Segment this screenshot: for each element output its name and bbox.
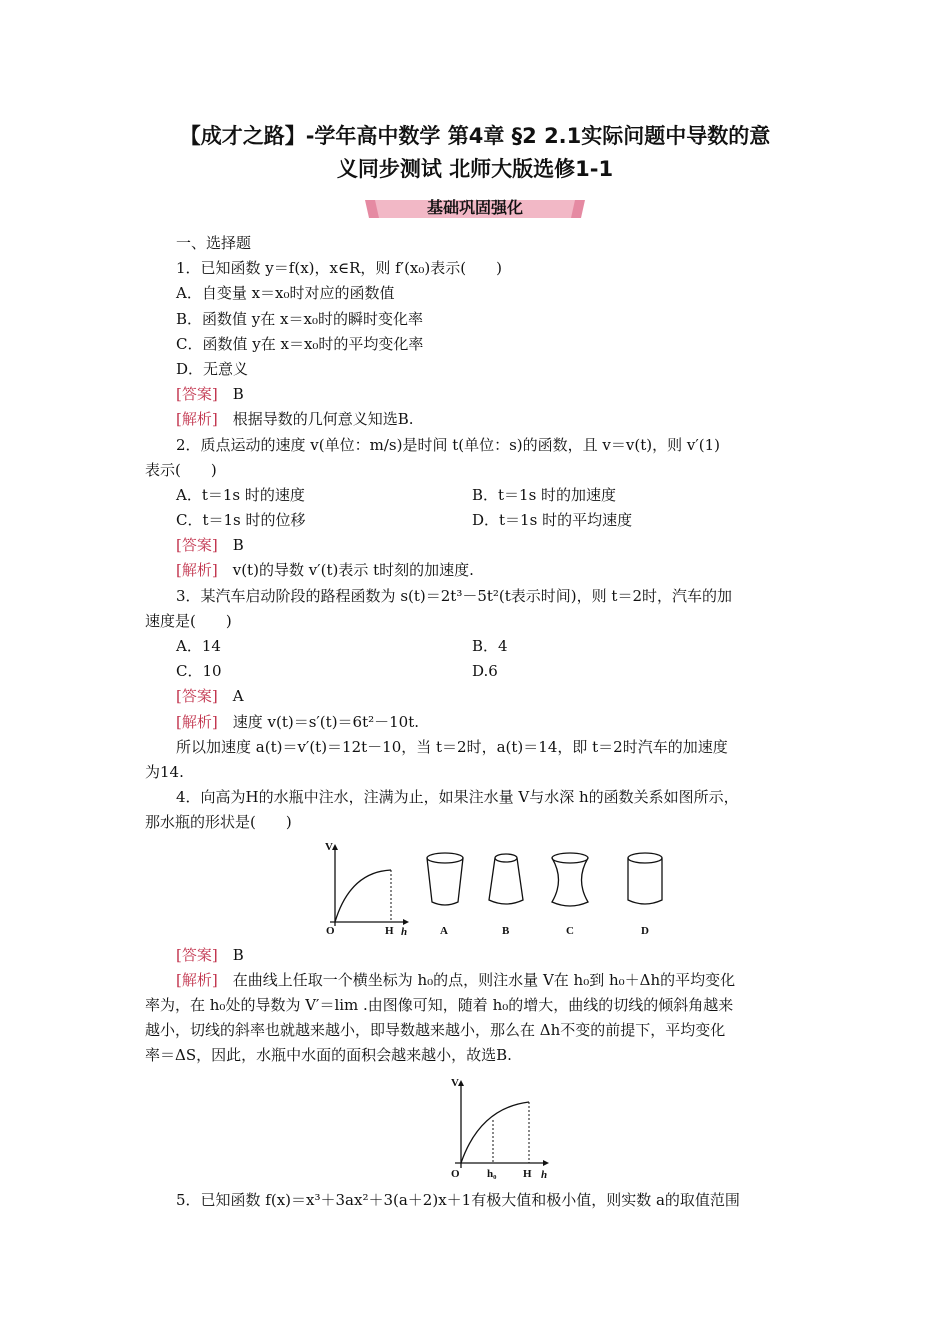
q4-stem-1: 4．向高为H的水瓶中注水，注满为止，如果注水量 V与水深 h的函数关系如图所示，	[176, 788, 739, 807]
graph-label-v: V	[325, 841, 333, 853]
q3-option-d: D.6	[472, 662, 498, 681]
q1-option-d: D．无意义	[176, 359, 249, 378]
q4-answer-value: B	[232, 945, 244, 964]
graph2-label-origin: O	[451, 1168, 460, 1181]
section-heading: 一、选择题	[176, 234, 252, 252]
q2-stem-2: 表示( )	[145, 460, 217, 479]
bottle-label-d: D	[641, 924, 649, 937]
graph-curve	[335, 870, 391, 922]
analysis-tag: [解析]	[176, 970, 218, 989]
q1-option-a: A．自变量 x＝x₀时对应的函数值	[176, 284, 395, 303]
graph2-label-h: h	[541, 1169, 548, 1182]
document-title	[120, 120, 830, 186]
graph2-label-h0: h₀	[487, 1168, 497, 1181]
graph2-label-v: V	[451, 1078, 459, 1090]
bottle-label-b: B	[502, 924, 510, 937]
bottle-label-c: C	[566, 924, 574, 937]
section-banner	[365, 196, 585, 222]
q4-analysis-text-1: 在曲线上任取一个横坐标为 h₀的点，则注水量 V在 h₀到 h₀＋Δh的平均变化	[232, 970, 736, 989]
q4-analysis-3: 越小，切线的斜率也就越来越小，即导数越来越小，那么在 Δh不变的前提下，平均变化	[145, 1021, 726, 1040]
bottle-d	[628, 853, 662, 904]
q4-analysis-4: 率＝ΔS，因此，水瓶中水面的面积会越来越小，故选B.	[145, 1046, 512, 1065]
q2-analysis	[145, 558, 810, 583]
graph2-label-h-mark: H	[523, 1168, 532, 1181]
q2-answer	[145, 533, 810, 558]
q2-stem-1: 2．质点运动的速度 v(单位：m/s)是时间 t(单位：s)的函数，且 v＝v(t)，则 v′(1)	[176, 435, 721, 454]
q1-analysis-text: 根据导数的几何意义知选B.	[232, 410, 414, 429]
q3-stem-1: 3．某汽车启动阶段的路程函数为 s(t)＝2t³－5t²(t表示时间)，则 t＝2时，汽车的加	[176, 586, 732, 605]
q4-analysis-2: 率为，在 h₀处的导数为 V′＝lim .由图像可知，随着 h₀的增大，曲线的切线的倾斜角越来	[145, 995, 734, 1014]
q2-options-row-2	[145, 508, 810, 533]
q2-option-d: D．t＝1s 时的平均速度	[472, 511, 633, 530]
analysis-tag: [解析]	[176, 410, 218, 429]
title-line-1: 【成才之路】-学年高中数学 第4章 §2 2.1实际问题中导数的意	[179, 124, 771, 148]
q1-option-c: C．函数值 y在 x＝x₀时的平均变化率	[176, 334, 424, 353]
q1-analysis	[145, 407, 810, 432]
q4-stem-2: 那水瓶的形状是( )	[145, 813, 292, 832]
bottle-a	[427, 853, 463, 905]
q3-option-a: A．14	[176, 637, 221, 655]
graph2-x-arrow	[543, 1160, 549, 1166]
q3-analysis-text: 速度 v(t)＝s′(t)＝6t²－10t.	[232, 712, 420, 731]
q1-stem: 1．已知函数 y＝f(x)，x∈R，则 f′(x₀)表示( )	[176, 259, 502, 278]
q2-analysis-text: v(t)的导数 v′(t)表示 t时刻的加速度.	[232, 561, 474, 580]
q4-figure	[145, 842, 810, 937]
graph-label-origin: O	[326, 924, 335, 937]
answer-tag: [答案]	[176, 536, 218, 555]
q4-analysis-1	[145, 968, 810, 993]
bottle-label-a: A	[440, 924, 448, 937]
q1-answer-value: B	[232, 385, 244, 404]
q3-options-row-1	[145, 634, 810, 659]
bottle-c	[552, 853, 588, 906]
graph-label-h: h	[401, 925, 408, 937]
answer-tag: [答案]	[176, 945, 218, 964]
q3-extra-1: 所以加速度 a(t)＝v′(t)＝12t－10，当 t＝2时，a(t)＝14，即 t＝2时汽车的加速度	[176, 737, 728, 756]
q3-option-c: C．10	[176, 662, 222, 681]
q2-option-a: A．t＝1s 时的速度	[176, 485, 305, 504]
q2-answer-value: B	[232, 536, 244, 555]
answer-tag: [答案]	[176, 385, 218, 404]
banner-title: 基础巩固强化	[426, 198, 523, 217]
q3-options-row-2	[145, 659, 810, 684]
q2-option-c: C．t＝1s 时的位移	[176, 511, 306, 530]
q5-stem-1: 5．已知函数 f(x)＝x³＋3ax²＋3(a＋2)x＋1有极大值和极小值，则实数 a的取值范围	[176, 1191, 740, 1210]
q4-analysis-figure	[145, 1078, 810, 1182]
q3-option-b: B．4	[472, 637, 508, 655]
q3-answer-value: A	[232, 687, 244, 706]
title-line-2: 义同步测试 北师大版选修1-1	[336, 157, 614, 181]
graph-x-arrow	[403, 919, 409, 925]
q4-answer	[145, 943, 810, 968]
graph-label-h-mark: H	[385, 924, 394, 937]
q3-extra-2: 为14.	[145, 762, 184, 781]
q1-answer	[145, 382, 810, 407]
q2-options-row-1	[145, 483, 810, 508]
q3-answer	[145, 684, 810, 709]
q2-option-b: B．t＝1s 时的加速度	[472, 485, 617, 504]
analysis-tag: [解析]	[176, 712, 218, 731]
graph2-curve	[461, 1102, 529, 1163]
answer-tag: [答案]	[176, 687, 218, 706]
analysis-tag: [解析]	[176, 561, 218, 580]
q3-stem-2: 速度是( )	[145, 611, 232, 630]
q3-analysis	[145, 710, 810, 735]
q1-option-b: B．函数值 y在 x＝x₀时的瞬时变化率	[176, 309, 423, 328]
bottle-b	[489, 854, 523, 904]
document-body	[145, 231, 810, 1214]
